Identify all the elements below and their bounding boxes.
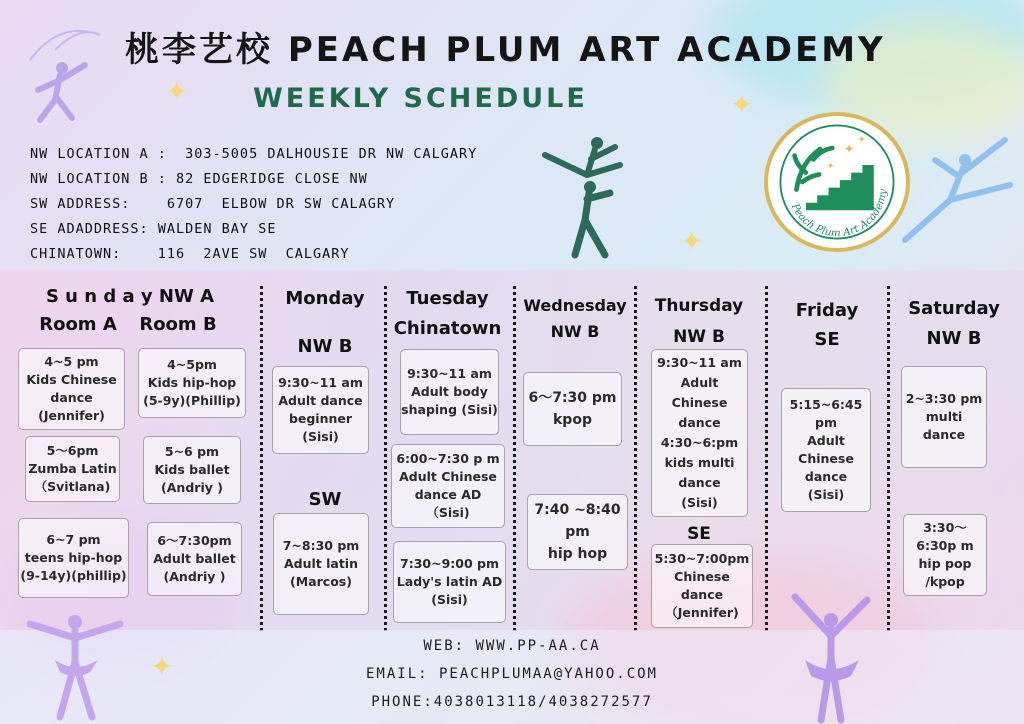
svg-text:✦: ✦ — [843, 142, 855, 158]
day-header-friday: Friday — [795, 300, 859, 321]
sparkle-icon: ✦ — [150, 650, 174, 683]
ribbon-dancer-icon — [10, 20, 110, 130]
header — [0, 0, 1024, 270]
svg-text:✦: ✦ — [826, 160, 835, 172]
location-label: SE — [814, 329, 840, 350]
location-label: SE — [687, 524, 711, 544]
room-b-label: Room B — [139, 314, 217, 335]
room-a-label: Room A — [39, 314, 117, 335]
location-line: SW ADDRESS: 6707 ELBOW DR SW CALAGRY — [30, 196, 396, 212]
day-header-wednesday: Wednesday — [523, 296, 627, 315]
class-card: 7~8:30 pm Adult latin (Marcos) — [273, 513, 369, 615]
class-card: 6～7:30 pm kpop — [523, 372, 622, 446]
sparkle-icon: ✦ — [165, 75, 189, 108]
location-line: CHINATOWN: 116 2AVE SW CALGARY — [30, 246, 350, 262]
location-label: Chinatown — [393, 318, 502, 339]
class-card: 5~6 pm Kids ballet (Andriy ) — [143, 436, 241, 504]
website-text: WEB: WWW.PP-AA.CA — [423, 638, 601, 654]
class-card: 4~5 pm Kids Chinese dance (Jennifer) — [18, 348, 125, 430]
academy-logo — [764, 112, 910, 252]
day-header-thursday: Thursday — [654, 296, 744, 316]
class-card: 7:40 ~8:40 pm hip hop — [527, 494, 628, 570]
page-subtitle: WEEKLY SCHEDULE — [253, 83, 588, 114]
class-card: 2~3:30 pm multi dance — [901, 366, 987, 468]
class-card: 3:30～ 6:30p m hip pop /kpop — [903, 514, 987, 596]
column-divider — [260, 286, 263, 631]
class-card: 6～7:30pm Adult ballet (Andriy ) — [147, 522, 242, 596]
location-line: SE ADADDRESS: WALDEN BAY SE — [30, 221, 277, 237]
class-card: 9:30~11 am Adult body shaping (Sisi) — [400, 349, 499, 435]
location-line: NW LOCATION B : 82 EDGERIDGE CLOSE NW — [30, 171, 368, 187]
location-label: NW B — [550, 322, 600, 341]
duet-dancers-icon — [535, 135, 630, 260]
column-divider — [634, 286, 637, 631]
class-card: 6:00~7:30 p m Adult Chinese dance AD （Sisi) — [391, 444, 505, 528]
location-label: NW B — [926, 328, 982, 349]
weekly-schedule-table — [0, 270, 1024, 630]
day-header-sunday: S u n d a y NW A — [45, 286, 215, 307]
location-label: NW B — [297, 336, 353, 357]
day-header-monday: Monday — [285, 288, 365, 309]
sparkle-icon: ✦ — [680, 225, 704, 258]
class-card: 9:30~11 am Adult Chinese dance 4:30~6:pm kids multi dance (Sisi) — [651, 349, 748, 517]
location-list — [30, 146, 550, 271]
class-card: 6~7 pm teens hip-hop (9-14y)(phillip) — [18, 518, 129, 598]
day-header-tuesday: Tuesday — [406, 288, 489, 309]
class-card: 9:30~11 am Adult dance beginner (Sisi) — [272, 366, 369, 454]
svg-text:✦: ✦ — [857, 134, 866, 146]
phone-text: PHONE:4038013118/4038272577 — [371, 694, 653, 710]
location-label: SW — [308, 489, 342, 510]
column-divider — [384, 286, 387, 631]
location-label: NW B — [673, 327, 725, 347]
location-line: NW LOCATION A : 303-5005 DALHOUSIE DR NW CALGARY — [30, 146, 478, 162]
day-header-saturday: Saturday — [908, 298, 1000, 319]
sparkle-icon: ✦ — [730, 88, 754, 121]
class-card: 5～6pm Zumba Latin （Svitlana) — [25, 436, 120, 502]
leaping-dancer-icon — [895, 130, 1020, 250]
contact-footer — [0, 630, 1024, 724]
email-text: EMAIL: PEACHPLUMAA@YAHOO.COM — [365, 666, 658, 682]
class-card: 7:30~9:00 pm Lady's latin AD (Sisi) — [393, 541, 506, 623]
class-card: 4~5pm Kids hip-hop (5-9y)(Phillip) — [138, 348, 246, 418]
class-card: 5:15~6:45 pm Adult Chinese dance (Sisi) — [781, 388, 871, 512]
class-card: 5:30~7:00pm Chinese dance （Jennifer) — [651, 544, 753, 628]
logo-text: Peach Plum Art Academy — [788, 188, 890, 240]
page-title: 桃李艺校 PEACH PLUM ART ACADEMY — [125, 30, 886, 70]
